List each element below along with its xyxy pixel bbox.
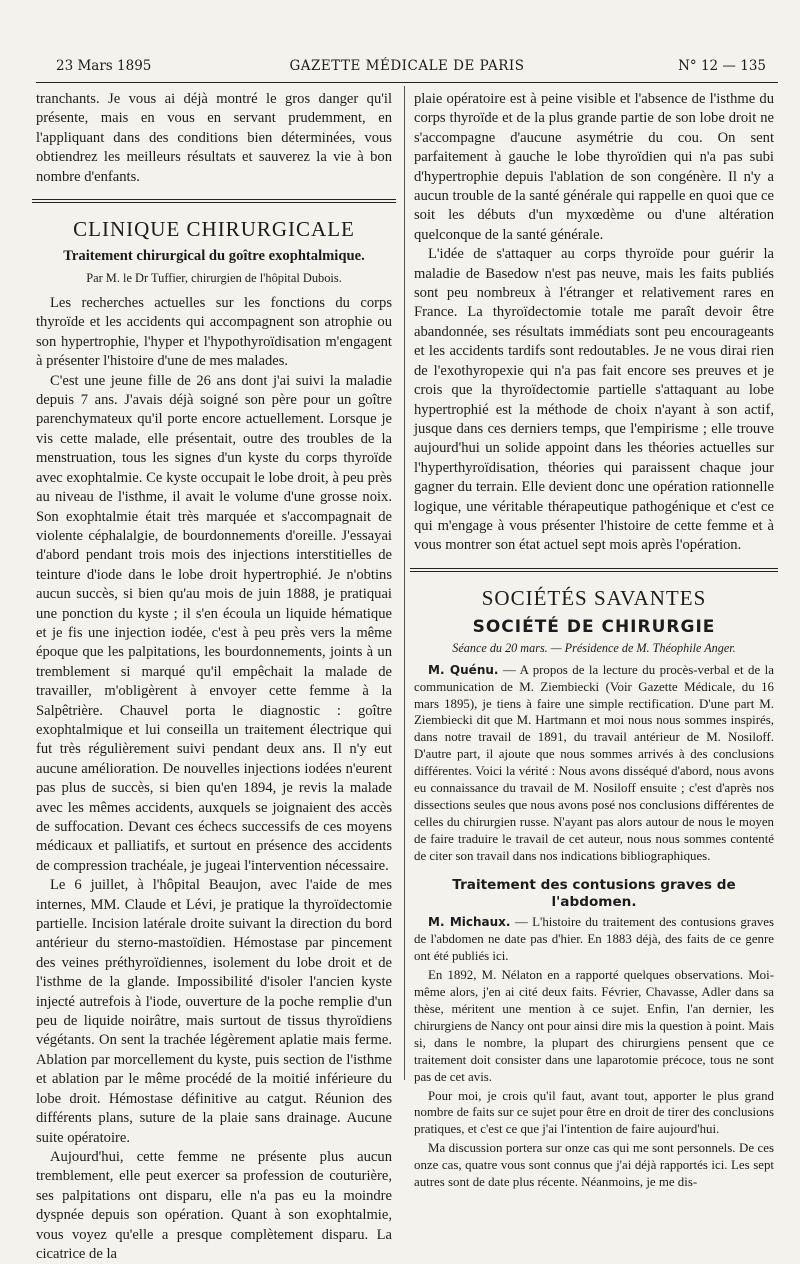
michaux-text: — L'histoire du traitement des contusions graves de l'abdomen ne date pas d'hier. En 1883 déjà, des faits de ce genre ont été publiés ici. bbox=[414, 915, 774, 964]
left-column bbox=[36, 90, 392, 1264]
proceedings-text bbox=[414, 662, 774, 1191]
michaux-paragraph: Ma discussion portera sur onze cas qui me sont personnels. De ces onze cas, quatre vous sont connus que j'ai déjà rapportés ici. Les sept autres sont de date plus récente. Néanmoins, je me dis- bbox=[414, 1141, 774, 1190]
section-title-clinique: CLINIQUE CHIRURGICALE bbox=[73, 217, 355, 242]
section-title-societes: SOCIÉTÉS SAVANTES bbox=[481, 585, 707, 610]
article-paragraph: C'est une jeune fille de 26 ans dont j'ai suivi la maladie depuis 7 ans. J'avais déjà soigné son père pour un goître parenchymateux qu'il porte encore actuellement. Lorsque je vis cette malade, elle présentait, outre des troubles de la menstruation, tous les signes d'un kyste du corps thyroïde avec exophtalmie. Ce kyste occupait le lobe droit, à peu près au niveau de l'isthme, il avait le volume d'une grosse noix. Son exophtalmie était très marquée et s'accompagnait de violente céphalalgie, de bourdonnements d'oreille. J'essayai d'abord pendant trois mois des injections interstitielles de teinture d'iode dans le lobe droit hypertrophié. Je n'obtins aucun succès, si bien qu'au mois de juin 1888, je pratiquai une ponction du kyste ; il s'en écoula un liquide hématique et je fis une injection iodée, c'est à peu près vers la même époque que les palpitations, les bourdonnements, joints à un tremblement si marqué qu'il empêchait la malade de travailler, m'obligèrent à envoyer cette femme à la Salpêtrière. Chauvel porta le diagnostic : goître exophtalmique et lui conseilla un traitement électrique qui fut très régulièrement suivi pendant deux ans. Il n'y eut aucune amélioration. De nouvelles injections iodées n'eurent pas plus de succès, si bien qu'en 1894, je revis la malade avec les mêmes accidents, auxquels se joignaient des accès de suffocation. Devant ces échecs successifs de ces moyens médicaux et palliatifs, et surtout en présence des accidents de compression trachéale, je jugeai l'intervention nécessaire. bbox=[36, 372, 392, 874]
quenu-paragraph bbox=[414, 662, 774, 865]
speaker-michaux: M. Michaux. bbox=[428, 915, 511, 930]
section-rule bbox=[32, 199, 396, 203]
column-divider bbox=[404, 86, 405, 1080]
page-number: N° 12 — 135 bbox=[678, 58, 766, 74]
issue-date: 23 Mars 1895 bbox=[56, 58, 152, 74]
article-title: Traitement chirurgical du goître exophtalmique. bbox=[63, 248, 365, 265]
article-paragraph: Le 6 juillet, à l'hôpital Beaujon, avec l'aide de mes internes, MM. Claude et Lévi, je pratique la thyroïdectomie partielle. Incision latérale droite suivant la direction du bord antérieur du sterno-mastoïdien. Hémostase par pincement des veines préthyroïdiennes, isolement du lobe droit et de l'isthme de la glande. Impossibilité d'isoler l'ancien kyste injecté autrefois à l'iode, ouverture de la poche remplie d'un peu de liquide noirâtre, mais surtout de tissus thyroïdiens végétants. On sent la trachée légèrement aplatie mais ferme. Ablation par morcellement du kyste, puis section de l'isthme et ablation par le même procédé de la moitié inférieure du lobe droit. Hémostase définitive au catgut. Réunion des différents plans, suture de la plaie sans drainage. Aucune suite opératoire. bbox=[36, 877, 392, 1146]
article-byline: Par M. le Dr Tuffier, chirurgien de l'hôpital Dubois. bbox=[86, 271, 342, 286]
society-title: SOCIÉTÉ DE CHIRURGIE bbox=[472, 616, 716, 637]
section-rule bbox=[410, 568, 778, 572]
continuation-text: tranchants. Je vous ai déjà montré le gros danger qu'il présente, mais en vous en servant prudemment, en l'appliquant dans des conditions bien déterminées, vous obtiendrez les meilleurs résultats et sauverez la vie à bon nombre d'enfants. bbox=[36, 91, 392, 185]
abdomen-title: Traitement des contusions graves de l'abdomen. bbox=[452, 876, 736, 910]
article-paragraph: L'idée de s'attaquer au corps thyroïde pour guérir la maladie de Basedow n'est pas neuve, mais les faits publiés sont peu nombreux à l'étranger et relativement rares en France. La thyroïdectomie totale me paraît devoir être abandonnée, ses résultats immédiats sont peu encourageants et les accidents tardifs sont redoutables. Je ne vous dirai rien de l'exothyropexie qui n'a pas fait encore ses preuves et je crois que la thyroïdectomie partielle s'attaquant au lobe hypertrophié est la méthode de choix n'ayant à son actif, jusque dans ces derniers temps, que l'empirisme ; elle trouve aujourd'hui un solide appoint dans les théories actuelles sur l'hyperthyroïdisation, théories qui paraissent chaque jour gagner du terrain. Elle devient donc une opération rationnelle logique, une véritable thérapeutique pathogénique et c'est ce qui m'engage à vous présenter l'histoire de cette femme et à vous montrer son état actuel sept mois après l'opération. bbox=[414, 246, 774, 554]
article-paragraph: plaie opératoire est à peine visible et l'absence de l'isthme du corps thyroïde et de la plus grande partie de son lobe droit ne s'accompagne d'aucune asymétrie du cou. On sent parfaitement à gauche le lobe thyroïdien qui n'a pas subi d'hypertrophie depuis l'ablation de son congénère. Il n'y a aucun trouble de la santé générale qui rappelle en quoi que ce soit les débuts d'un myxœdème ou d'une altération quelconque de la santé générale. bbox=[414, 91, 774, 243]
article-paragraph: Les recherches actuelles sur les fonctions du corps thyroïde et les accidents qui accompagnent son atrophie ou son hypertrophie, l'hyper et l'hypothyroïdisation m'engagent à présenter l'histoire d'une de mes malades. bbox=[36, 295, 392, 370]
quenu-text: — A propos de la lecture du procès-verbal et de la communication de M. Ziembiecki (Voir Gazette Médicale, du 16 mars 1895), je tiens à faire une simple rectification. D'une part M. Ziembiecki dit que M. Hartmann et moi nous nous sommes inspirés, dans notre travail de 1891, du travail antérieur de M. Nosiloff. D'autre part, il ajoute que nous sommes arrivés à des conclusions différentes. Voici la vérité : Nous avons disséqué d'abord, nous avons eu connaissance du travail de M. Nosiloff ensuite ; c'est d'après nos dissections seules que nous avons posé nos conclusions différentes de celles du chirurgien russe. N'ayant pas alors autour de nous le moyen de faire traduire le travail de cet auteur, nous nous sommes contenté de citer son travail dans nos indications bibliographiques. bbox=[414, 662, 774, 863]
speaker-quenu: M. Quénu. bbox=[428, 662, 499, 677]
article-paragraph: Aujourd'hui, cette femme ne présente plus aucun tremblement, elle peut exercer sa profession de couturière, ses palpitations ont disparu, elle n'a pas eu la moindre dyspnée depuis son opération. Quant à son exophtalmie, vous voyez qu'elle a presque complètement disparu. La cicatrice de la bbox=[36, 1148, 392, 1262]
journal-title: GAZETTE MÉDICALE DE PARIS bbox=[289, 58, 525, 74]
header-rule bbox=[36, 82, 778, 83]
page-header bbox=[36, 56, 778, 80]
michaux-paragraph: En 1892, M. Nélaton en a rapporté quelques observations. Moi-même alors, j'en ai cité deux faits. Février, Chavasse, Adler dans sa thèse, méritent une mention à ce sujet. Enfin, l'an dernier, les chirurgiens de Nancy ont pour ainsi dire mis la question à point. Mais si, dans le nombre, la plupart des chirurgiens pensent que ce traitement doit consister dans une laparotomie précoce, tous ne sont pas de cet avis. bbox=[414, 968, 774, 1084]
seance-text: Séance du 20 mars. — Présidence de M. Théophile Anger. bbox=[452, 640, 736, 655]
michaux-paragraph: Pour moi, je crois qu'il faut, avant tout, apporter le plus grand nombre de faits sur ce sujet pour être en droit de tirer des conclusions pratiques, et c'est ce que j'ai l'intention de faire aujourd'hui. bbox=[414, 1088, 774, 1137]
right-column bbox=[414, 90, 774, 1193]
seance-line bbox=[414, 641, 774, 656]
michaux-paragraph bbox=[414, 914, 774, 965]
